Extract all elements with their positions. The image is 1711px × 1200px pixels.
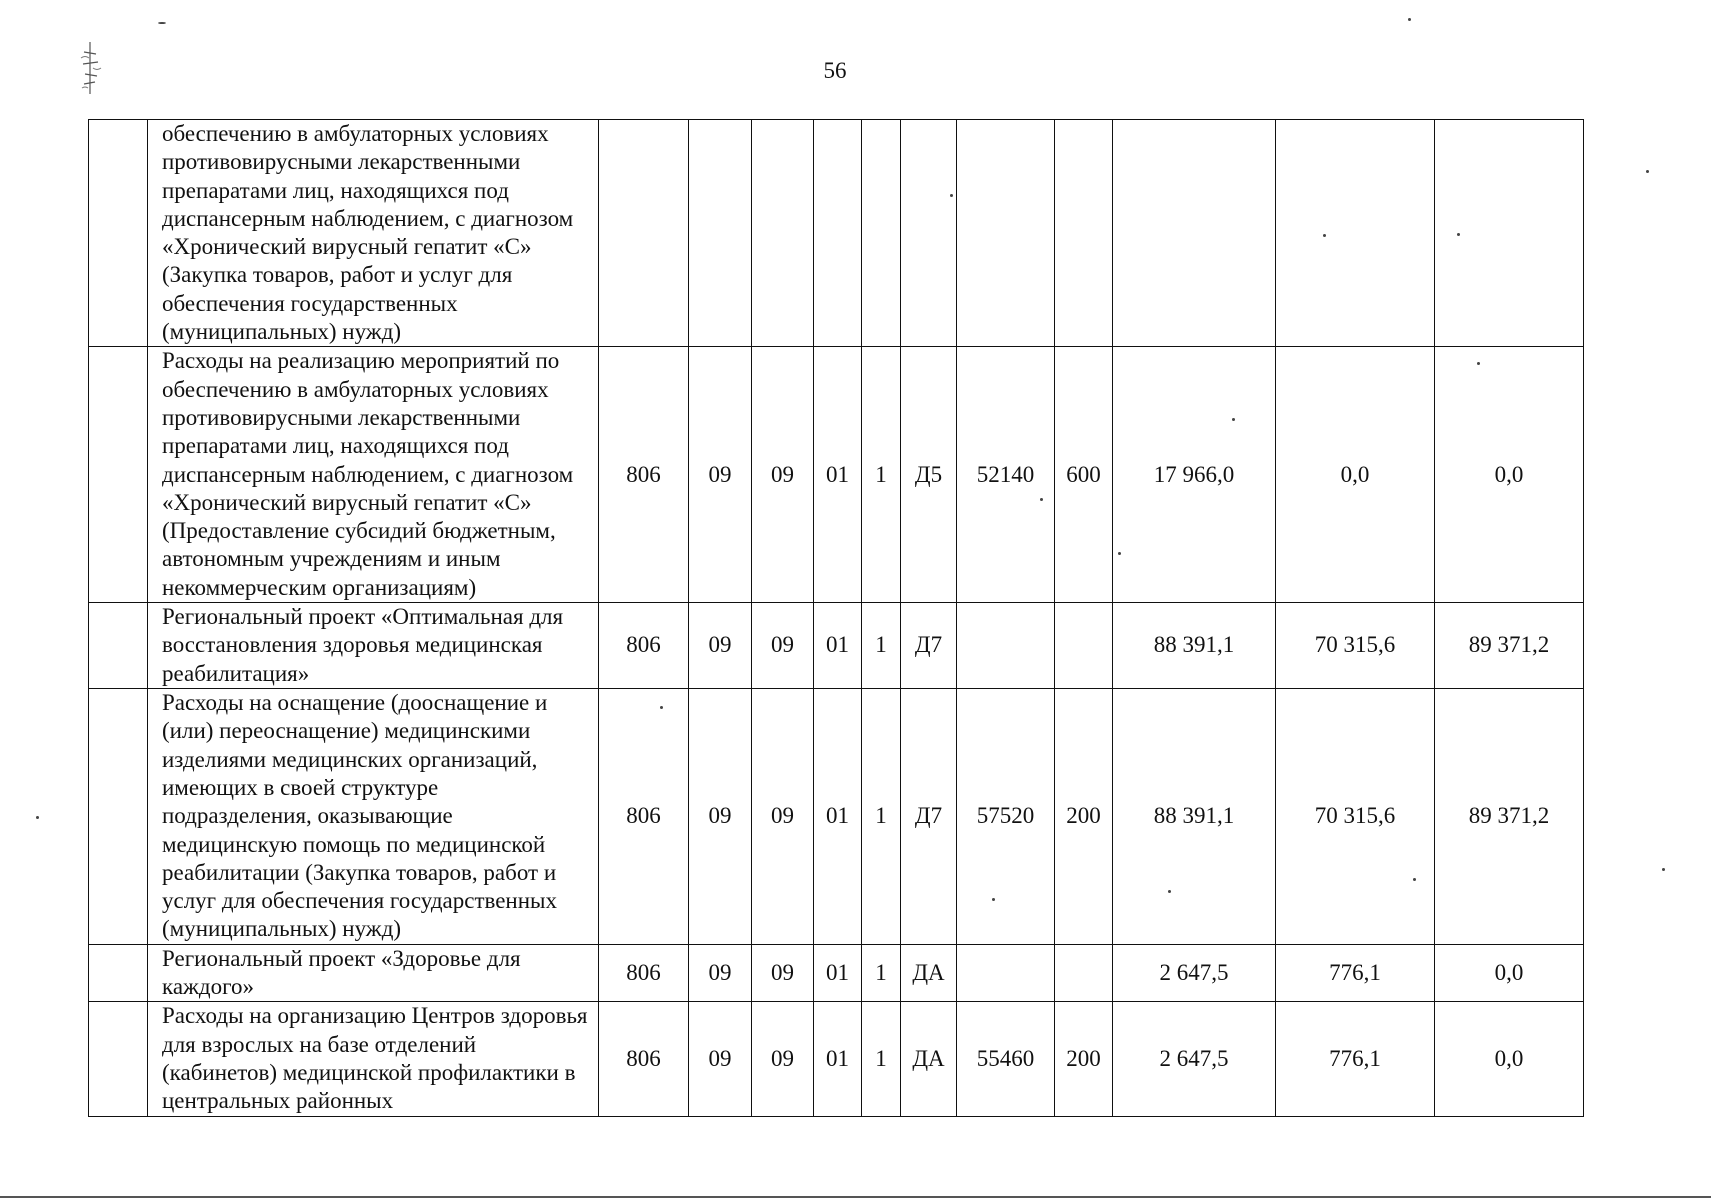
ministry-cell: 806: [599, 689, 689, 945]
section-cell: [689, 120, 752, 347]
expense-type-cell: [1055, 603, 1113, 689]
subprogram-cell: 1: [862, 689, 901, 945]
project-cell: Д7: [901, 689, 957, 945]
program-cell: 01: [814, 347, 862, 603]
subprogram-cell: [862, 120, 901, 347]
row-number-cell: [89, 347, 148, 603]
subprogram-cell: 1: [862, 1002, 901, 1116]
subprogram-cell: 1: [862, 347, 901, 603]
sum-3-cell: 89 371,2: [1435, 689, 1584, 945]
expense-type-cell: 200: [1055, 689, 1113, 945]
project-cell: Д5: [901, 347, 957, 603]
code-cell: [957, 603, 1055, 689]
project-cell: Д7: [901, 603, 957, 689]
subsection-cell: 09: [752, 347, 814, 603]
description-cell: Расходы на оснащение (дооснащение и (или) переоснащение) медицинскими изделиями медицинских организаций, имеющих в своей структуре подразделения, оказывающие медицинскую помощь по медицинской реабилитации (Закупка товаров, работ и услуг для обеспечения государственных (муниципальных) нужд): [148, 689, 599, 945]
project-cell: ДА: [901, 1002, 957, 1116]
expense-type-cell: [1055, 944, 1113, 1002]
sum-3-cell: 0,0: [1435, 1002, 1584, 1116]
row-number-cell: [89, 1002, 148, 1116]
ministry-cell: 806: [599, 603, 689, 689]
code-cell: 52140: [957, 347, 1055, 603]
program-cell: 01: [814, 944, 862, 1002]
sum-2-cell: 70 315,6: [1276, 603, 1435, 689]
section-cell: 09: [689, 689, 752, 945]
table-row: [89, 1002, 1584, 1116]
sum-3-cell: 0,0: [1435, 347, 1584, 603]
code-cell: [957, 120, 1055, 347]
code-cell: [957, 944, 1055, 1002]
sum-2-cell: 776,1: [1276, 944, 1435, 1002]
row-number-cell: [89, 603, 148, 689]
expense-type-cell: [1055, 120, 1113, 347]
section-cell: 09: [689, 347, 752, 603]
row-number-cell: [89, 120, 148, 347]
budget-table: [88, 119, 1584, 1117]
scan-edge-line: [0, 1196, 1711, 1198]
table-row: [89, 944, 1584, 1002]
code-cell: 57520: [957, 689, 1055, 945]
program-cell: [814, 120, 862, 347]
sum-2-cell: 776,1: [1276, 1002, 1435, 1116]
ministry-cell: 806: [599, 1002, 689, 1116]
row-number-cell: [89, 689, 148, 945]
sum-1-cell: [1113, 120, 1276, 347]
sum-1-cell: 2 647,5: [1113, 944, 1276, 1002]
sum-1-cell: 88 391,1: [1113, 689, 1276, 945]
expense-type-cell: 200: [1055, 1002, 1113, 1116]
program-cell: 01: [814, 1002, 862, 1116]
sum-3-cell: [1435, 120, 1584, 347]
ministry-cell: 806: [599, 944, 689, 1002]
table-row: [89, 689, 1584, 945]
row-number-cell: [89, 944, 148, 1002]
margin-stamp-mark: [78, 38, 104, 98]
subsection-cell: 09: [752, 1002, 814, 1116]
ministry-cell: 806: [599, 347, 689, 603]
description-cell: Региональный проект «Оптимальная для восстановления здоровья медицинская реабилитация»: [148, 603, 599, 689]
sum-2-cell: [1276, 120, 1435, 347]
section-cell: 09: [689, 1002, 752, 1116]
subsection-cell: 09: [752, 689, 814, 945]
sum-3-cell: 0,0: [1435, 944, 1584, 1002]
sum-1-cell: 88 391,1: [1113, 603, 1276, 689]
code-cell: 55460: [957, 1002, 1055, 1116]
sum-2-cell: 0,0: [1276, 347, 1435, 603]
description-cell: обеспечению в амбулаторных условиях противовирусными лекарственными препаратами лиц, находящихся под диспансерным наблюдением, с диагнозом «Хронический вирусный гепатит «С» (Закупка товаров, работ и услуг для обеспечения государственных (муниципальных) нужд): [148, 120, 599, 347]
handwritten-mark-icon: [78, 38, 104, 98]
project-cell: ДА: [901, 944, 957, 1002]
subsection-cell: [752, 120, 814, 347]
table-row: [89, 603, 1584, 689]
page-number: 56: [823, 58, 847, 83]
sum-3-cell: 89 371,2: [1435, 603, 1584, 689]
program-cell: 01: [814, 603, 862, 689]
subprogram-cell: 1: [862, 944, 901, 1002]
ministry-cell: [599, 120, 689, 347]
sum-1-cell: 2 647,5: [1113, 1002, 1276, 1116]
table-row: [89, 120, 1584, 347]
section-cell: 09: [689, 944, 752, 1002]
subsection-cell: 09: [752, 603, 814, 689]
program-cell: 01: [814, 689, 862, 945]
table-row: [89, 347, 1584, 603]
description-cell: Расходы на организацию Центров здоровья для взрослых на базе отделений (кабинетов) медицинской профилактики в центральных районных: [148, 1002, 599, 1116]
sum-2-cell: 70 315,6: [1276, 689, 1435, 945]
description-cell: Региональный проект «Здоровье для каждого»: [148, 944, 599, 1002]
subprogram-cell: 1: [862, 603, 901, 689]
expense-type-cell: 600: [1055, 347, 1113, 603]
sum-1-cell: 17 966,0: [1113, 347, 1276, 603]
project-cell: [901, 120, 957, 347]
section-cell: 09: [689, 603, 752, 689]
description-cell: Расходы на реализацию мероприятий по обеспечению в амбулаторных условиях противовирусными лекарственными препаратами лиц, находящихся под диспансерным наблюдением, с диагнозом «Хронический вирусный гепатит «С» (Предоставление субсидий бюджетным, автономным учреждениям и иным некоммерческим организациям): [148, 347, 599, 603]
subsection-cell: 09: [752, 944, 814, 1002]
